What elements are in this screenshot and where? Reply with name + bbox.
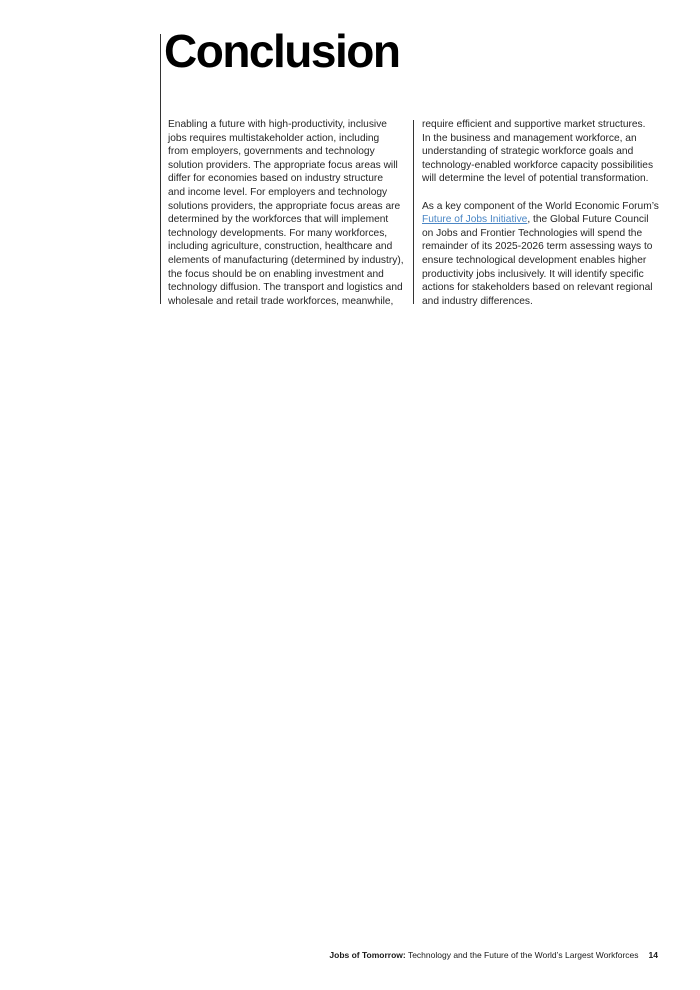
text-line: differ for economies based on industry structure xyxy=(168,173,383,185)
left-vertical-rule xyxy=(160,34,161,304)
text-line: including agriculture, construction, healthcare and xyxy=(168,241,393,253)
paragraph-spacer xyxy=(422,186,662,200)
paragraph-right-2 xyxy=(422,200,662,309)
page-number: 14 xyxy=(648,950,658,960)
text-line-with-link xyxy=(422,213,662,227)
text-fragment: , the Global Future Council xyxy=(527,214,649,226)
text-line: As a key component of the World Economic Forum’s xyxy=(422,200,659,212)
column-divider-rule xyxy=(413,120,414,304)
text-line: In the business and management workforce, an xyxy=(422,132,637,144)
text-line: technology diffusion. The transport and logistics and xyxy=(168,282,403,294)
text-line: the focus should be on enabling investment and xyxy=(168,268,384,280)
text-line: and industry differences. xyxy=(422,295,533,307)
text-line: understanding of strategic workforce goals and xyxy=(422,146,634,158)
text-line: technology developments. For many workforces, xyxy=(168,227,388,239)
left-text-column xyxy=(168,118,408,308)
text-line: solution providers. The appropriate focus areas will xyxy=(168,159,398,171)
paragraph-right-1 xyxy=(422,118,662,186)
page-footer xyxy=(329,950,658,960)
paragraph-left xyxy=(168,118,408,308)
text-line: from employers, governments and technology xyxy=(168,146,375,158)
text-line: and income level. For employers and technology xyxy=(168,186,388,198)
text-line: wholesale and retail trade workforces, meanwhile, xyxy=(168,295,394,307)
text-line: require efficient and supportive market structures. xyxy=(422,119,646,130)
text-line: jobs requires multistakeholder action, including xyxy=(168,132,380,144)
future-of-jobs-initiative-link[interactable]: Future of Jobs Initiative xyxy=(422,214,528,226)
text-line: will determine the level of potential transformation. xyxy=(422,173,649,185)
text-line: Enabling a future with high-productivity, inclusive xyxy=(168,119,387,130)
text-line: determined by the workforces that will implement xyxy=(168,214,389,226)
text-line: technology-enabled workforce capacity possibilities xyxy=(422,159,654,171)
footer-report-title: Technology and the Future of the World’s Largest Workforces xyxy=(405,950,639,960)
text-line: on Jobs and Frontier Technologies will spend the xyxy=(422,227,643,239)
text-line: solutions providers, the appropriate focus areas are xyxy=(168,200,401,212)
text-line: productivity jobs inclusively. It will identify specific xyxy=(422,268,644,280)
footer-report-title-bold: Jobs of Tomorrow: xyxy=(329,950,406,960)
right-text-column xyxy=(422,118,662,308)
text-line: elements of manufacturing (determined by industry), xyxy=(168,254,404,266)
text-line: remainder of its 2025-2026 term assessing ways to xyxy=(422,241,653,253)
text-line: actions for stakeholders based on relevant regional xyxy=(422,282,653,294)
page-title: Conclusion xyxy=(164,25,400,77)
text-line: ensure technological development enables higher xyxy=(422,254,647,266)
